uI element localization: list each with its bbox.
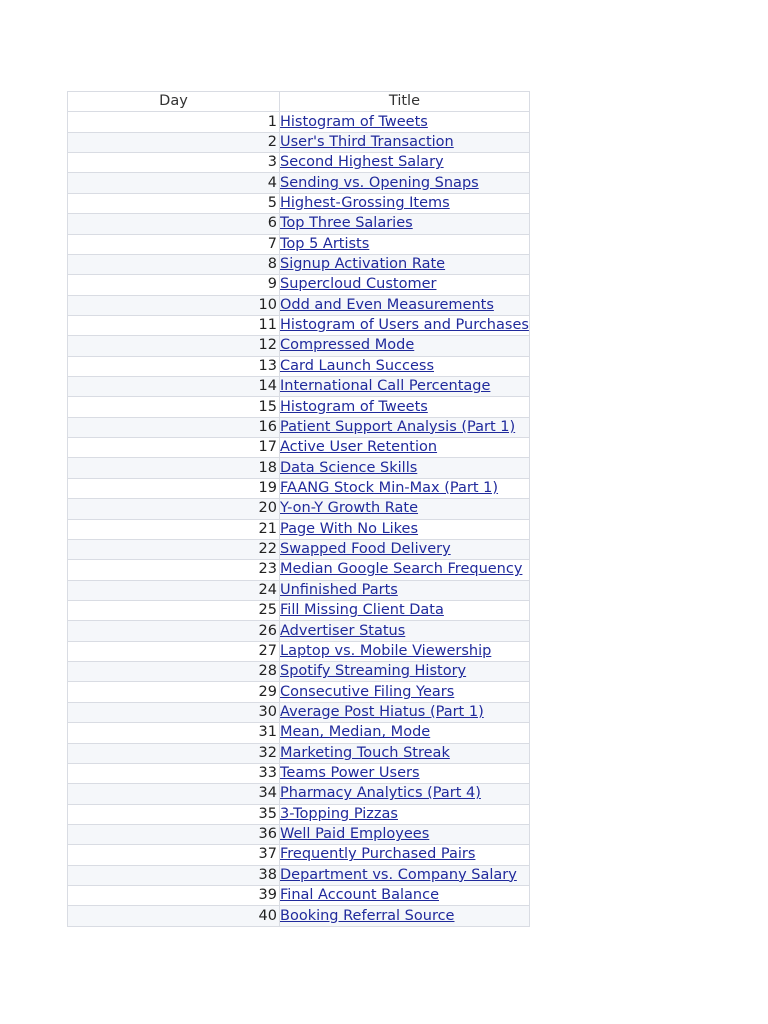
day-number: 21 <box>68 519 280 539</box>
challenge-title-link[interactable]: Data Science Skills <box>280 459 418 476</box>
day-number: 6 <box>68 214 280 234</box>
title-cell <box>280 600 530 620</box>
challenge-title-link[interactable]: Average Post Hiatus (Part 1) <box>280 703 484 720</box>
title-cell <box>280 234 530 254</box>
day-number: 17 <box>68 438 280 458</box>
table-row <box>68 254 530 274</box>
day-number: 19 <box>68 478 280 498</box>
day-number: 20 <box>68 499 280 519</box>
day-number: 1 <box>68 112 280 132</box>
table-row <box>68 458 530 478</box>
challenge-title-link[interactable]: Histogram of Tweets <box>280 113 428 130</box>
title-cell <box>280 499 530 519</box>
title-cell <box>280 153 530 173</box>
challenge-title-link[interactable]: Odd and Even Measurements <box>280 296 494 313</box>
challenge-title-link[interactable]: User's Third Transaction <box>280 133 454 150</box>
challenge-title-link[interactable]: Patient Support Analysis (Part 1) <box>280 418 516 435</box>
table-row <box>68 824 530 844</box>
table-row <box>68 438 530 458</box>
table-row <box>68 723 530 743</box>
challenge-title-link[interactable]: Sending vs. Opening Snaps <box>280 174 479 191</box>
table-row <box>68 295 530 315</box>
day-number: 39 <box>68 886 280 906</box>
title-cell <box>280 214 530 234</box>
challenge-title-link[interactable]: Laptop vs. Mobile Viewership <box>280 642 492 659</box>
title-cell <box>280 275 530 295</box>
title-cell <box>280 356 530 376</box>
day-number: 34 <box>68 784 280 804</box>
table-row <box>68 682 530 702</box>
title-cell <box>280 723 530 743</box>
table-row <box>68 845 530 865</box>
table-row <box>68 478 530 498</box>
table-row <box>68 784 530 804</box>
day-number: 29 <box>68 682 280 702</box>
day-number: 36 <box>68 824 280 844</box>
day-column-header: Day <box>68 92 280 112</box>
table-row <box>68 173 530 193</box>
challenge-title-link[interactable]: Frequently Purchased Pairs <box>280 846 476 863</box>
day-number: 18 <box>68 458 280 478</box>
day-number: 40 <box>68 906 280 926</box>
title-cell <box>280 824 530 844</box>
title-cell <box>280 397 530 417</box>
title-cell <box>280 682 530 702</box>
challenge-title-link[interactable]: Unfinished Parts <box>280 581 398 598</box>
challenge-title-link[interactable]: 3-Topping Pizzas <box>280 805 398 822</box>
title-cell <box>280 519 530 539</box>
title-cell <box>280 886 530 906</box>
challenge-title-link[interactable]: Well Paid Employees <box>280 826 430 843</box>
day-number: 3 <box>68 153 280 173</box>
title-cell <box>280 315 530 335</box>
table-row <box>68 397 530 417</box>
title-cell <box>280 295 530 315</box>
day-number: 10 <box>68 295 280 315</box>
title-cell <box>280 845 530 865</box>
challenge-title-link[interactable]: Page With No Likes <box>280 520 419 537</box>
challenge-title-link[interactable]: Top 5 Artists <box>280 235 370 252</box>
table-row <box>68 336 530 356</box>
title-cell <box>280 173 530 193</box>
day-number: 27 <box>68 641 280 661</box>
challenge-title-link[interactable]: FAANG Stock Min-Max (Part 1) <box>280 480 499 496</box>
table-row <box>68 600 530 620</box>
table-row <box>68 662 530 682</box>
challenge-title-link[interactable]: Department vs. Company Salary <box>280 866 517 883</box>
title-cell <box>280 458 530 478</box>
challenge-title-link[interactable]: Signup Activation Rate <box>280 256 446 273</box>
day-number: 33 <box>68 763 280 783</box>
challenge-title-link[interactable]: Supercloud Customer <box>280 276 437 293</box>
table-row <box>68 641 530 661</box>
table-row <box>68 214 530 234</box>
challenge-table <box>67 91 530 927</box>
day-number: 7 <box>68 234 280 254</box>
table-row <box>68 743 530 763</box>
title-cell <box>280 112 530 132</box>
day-number: 12 <box>68 336 280 356</box>
day-number: 32 <box>68 743 280 763</box>
day-number: 22 <box>68 539 280 559</box>
challenge-title-link[interactable]: Pharmacy Analytics (Part 4) <box>280 785 481 802</box>
table-row <box>68 865 530 885</box>
challenge-title-link[interactable]: Card Launch Success <box>280 357 435 374</box>
challenge-title-link[interactable]: Swapped Food Delivery <box>280 541 451 558</box>
day-number: 9 <box>68 275 280 295</box>
challenge-title-link[interactable]: Histogram of Tweets <box>280 398 428 415</box>
title-cell <box>280 539 530 559</box>
title-cell <box>280 702 530 722</box>
table-row <box>68 539 530 559</box>
day-number: 15 <box>68 397 280 417</box>
day-number: 14 <box>68 377 280 397</box>
table-row <box>68 763 530 783</box>
day-number: 2 <box>68 132 280 152</box>
day-number: 35 <box>68 804 280 824</box>
day-number: 5 <box>68 193 280 213</box>
day-number: 13 <box>68 356 280 376</box>
table-row <box>68 580 530 600</box>
day-number: 4 <box>68 173 280 193</box>
title-cell <box>280 132 530 152</box>
day-number: 8 <box>68 254 280 274</box>
day-number: 26 <box>68 621 280 641</box>
title-cell <box>280 377 530 397</box>
challenge-title-link[interactable]: Consecutive Filing Years <box>280 683 455 700</box>
title-cell <box>280 621 530 641</box>
title-cell <box>280 763 530 783</box>
title-cell <box>280 438 530 458</box>
challenge-title-link[interactable]: Booking Referral Source <box>280 907 455 924</box>
title-cell <box>280 865 530 885</box>
title-cell <box>280 580 530 600</box>
title-cell <box>280 743 530 763</box>
title-cell <box>280 417 530 437</box>
table-row <box>68 519 530 539</box>
table-row <box>68 193 530 213</box>
title-cell <box>280 478 530 498</box>
table-row <box>68 702 530 722</box>
day-number: 24 <box>68 580 280 600</box>
table-row <box>68 356 530 376</box>
challenge-title-link[interactable]: Y-on-Y Growth Rate <box>280 500 419 517</box>
day-number: 31 <box>68 723 280 743</box>
title-column-header: Title <box>280 92 530 112</box>
day-number: 25 <box>68 600 280 620</box>
title-cell <box>280 662 530 682</box>
title-cell <box>280 560 530 580</box>
challenge-title-link[interactable]: Histogram of Users and Purchases <box>280 317 529 334</box>
title-cell <box>280 804 530 824</box>
table-row <box>68 886 530 906</box>
table-row <box>68 275 530 295</box>
header-row <box>68 92 530 112</box>
table-row <box>68 804 530 824</box>
challenge-title-link[interactable]: Top Three Salaries <box>280 215 413 232</box>
table-row <box>68 417 530 437</box>
challenge-title-link[interactable]: Compressed Mode <box>280 337 415 354</box>
title-cell <box>280 254 530 274</box>
title-cell <box>280 336 530 356</box>
table-row <box>68 906 530 926</box>
challenge-title-link[interactable]: Final Account Balance <box>280 887 440 904</box>
challenge-title-link[interactable]: Marketing Touch Streak <box>280 744 450 761</box>
day-number: 28 <box>68 662 280 682</box>
day-number: 16 <box>68 417 280 437</box>
table-body <box>68 112 530 926</box>
challenge-title-link[interactable]: Fill Missing Client Data <box>280 602 444 619</box>
title-cell <box>280 193 530 213</box>
title-cell <box>280 641 530 661</box>
table-row <box>68 112 530 132</box>
challenge-title-link[interactable]: Teams Power Users <box>280 765 420 782</box>
table-row <box>68 153 530 173</box>
day-number: 11 <box>68 315 280 335</box>
table-row <box>68 315 530 335</box>
day-number: 38 <box>68 865 280 885</box>
challenge-title-link[interactable]: Highest-Grossing Items <box>280 194 450 211</box>
challenge-title-link[interactable]: Median Google Search Frequency <box>280 561 523 578</box>
title-cell <box>280 784 530 804</box>
table-row <box>68 132 530 152</box>
challenge-title-link[interactable]: Mean, Median, Mode <box>280 724 431 741</box>
day-number: 37 <box>68 845 280 865</box>
challenge-title-link[interactable]: Spotify Streaming History <box>280 663 467 680</box>
table-row <box>68 499 530 519</box>
table-row <box>68 621 530 641</box>
table-row <box>68 377 530 397</box>
challenge-title-link[interactable]: International Call Percentage <box>280 378 491 395</box>
challenge-title-link[interactable]: Advertiser Status <box>280 622 406 639</box>
table-row <box>68 560 530 580</box>
day-number: 23 <box>68 560 280 580</box>
challenge-title-link[interactable]: Active User Retention <box>280 439 438 456</box>
day-number: 30 <box>68 702 280 722</box>
title-cell <box>280 906 530 926</box>
table-row <box>68 234 530 254</box>
challenge-title-link[interactable]: Second Highest Salary <box>280 154 444 171</box>
